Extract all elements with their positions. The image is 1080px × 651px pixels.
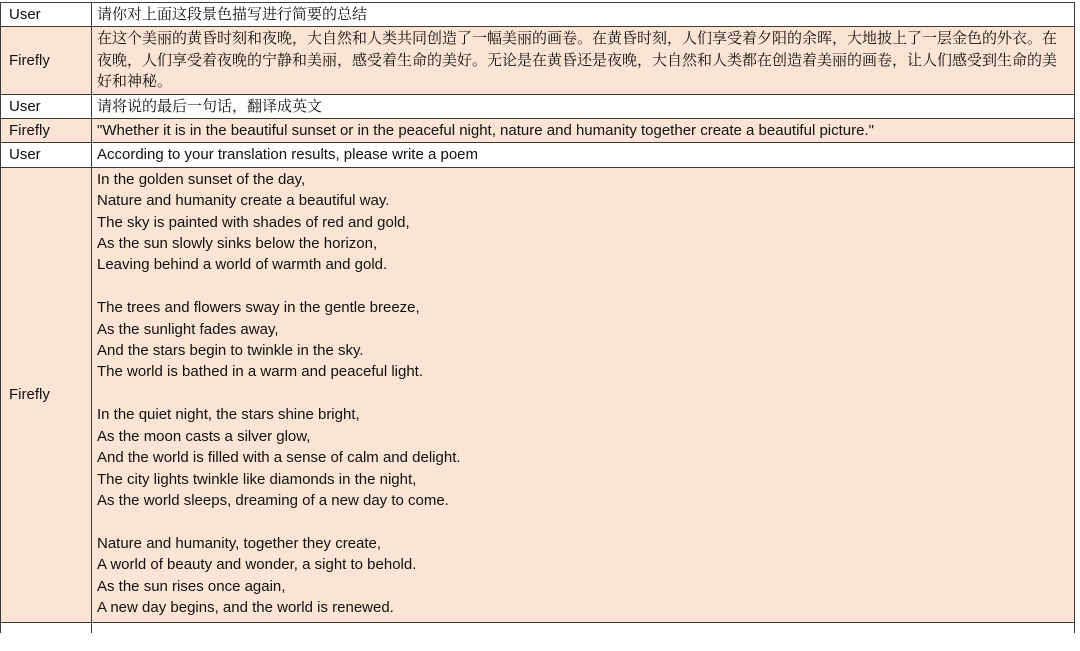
message-paragraph: 请你对上面这段景色描写进行简要的总结 <box>97 6 368 23</box>
poem-line: Nature and humanity create a beautiful way. <box>97 192 390 210</box>
speaker-label: User <box>1 94 92 118</box>
poem-line: The sky is painted with shades of red and gold, <box>97 213 410 231</box>
poem-line: In the golden sunset of the day, <box>97 170 306 188</box>
message-text <box>92 27 1075 94</box>
conversation-row-firefly <box>1 27 1075 94</box>
poem-blank-line <box>97 383 1068 404</box>
poem-line: As the moon casts a silver glow, <box>97 427 311 445</box>
speaker-label-empty <box>1 623 92 634</box>
poem-line: And the stars begin to twinkle in the sky. <box>97 342 364 360</box>
conversation-row-partial <box>1 623 1075 634</box>
poem-line: Nature and humanity, together they create, <box>97 534 382 552</box>
message-text <box>92 94 1075 118</box>
conversation-row-user <box>1 94 1075 118</box>
poem-line: As the sunlight fades away, <box>97 320 279 338</box>
poem-line: As the world sleeps, dreaming of a new day to come. <box>97 491 449 509</box>
message-text <box>92 119 1075 143</box>
message-paragraph: "Whether it is in the beautiful sunset or in the peaceful night, nature and humanity together create a beautiful picture." <box>97 122 874 140</box>
speaker-label: User <box>1 143 92 167</box>
speaker-label: Firefly <box>1 27 92 94</box>
poem-line: A new day begins, and the world is renewed. <box>97 598 394 616</box>
message-paragraph: According to your translation results, please write a poem <box>97 146 479 164</box>
speaker-label: User <box>1 3 92 27</box>
message-paragraph: 请将说的最后一句话，翻译成英文 <box>97 97 323 115</box>
poem-blank-line <box>97 276 1068 297</box>
poem-line: A world of beauty and wonder, a sight to behold. <box>97 556 417 574</box>
speaker-label: Firefly <box>1 167 92 622</box>
poem-line: In the quiet night, the stars shine bright, <box>97 406 360 424</box>
conversation-row-firefly-poem <box>1 167 1075 622</box>
speaker-label: Firefly <box>1 119 92 143</box>
poem-line: The world is bathed in a warm and peaceful light. <box>97 363 424 381</box>
conversation-row-user <box>1 143 1075 167</box>
poem-line: The city lights twinkle like diamonds in the night, <box>97 470 417 488</box>
poem-line: Leaving behind a world of warmth and gold. <box>97 256 388 274</box>
conversation-row-user <box>1 3 1075 27</box>
poem-line: As the sun rises once again, <box>97 577 286 595</box>
poem-line: The trees and flowers sway in the gentle breeze, <box>97 299 420 317</box>
message-paragraph: 在这个美丽的黄昏时刻和夜晚，大自然和人类共同创造了一幅美丽的画卷。在黄昏时刻，人们享受着夕阳的余晖，大地披上了一层金色的外衣。在夜晚，人们享受着夜晚的宁静和美丽，感受着生命的美好。无论是在黄昏还是夜晚，大自然和人类都在创造着美丽的画卷，让人们感受到生命的美好和神秘。 <box>97 30 1058 91</box>
conversation-table <box>0 2 1075 633</box>
poem-line: As the sun slowly sinks below the horizon, <box>97 235 378 253</box>
message-text <box>92 143 1075 167</box>
message-text-empty <box>92 623 1075 634</box>
conversation-row-firefly <box>1 119 1075 143</box>
poem-line: And the world is filled with a sense of calm and delight. <box>97 449 461 467</box>
poem-blank-line <box>97 511 1068 532</box>
poem-text <box>92 167 1075 622</box>
message-text <box>92 3 1075 27</box>
